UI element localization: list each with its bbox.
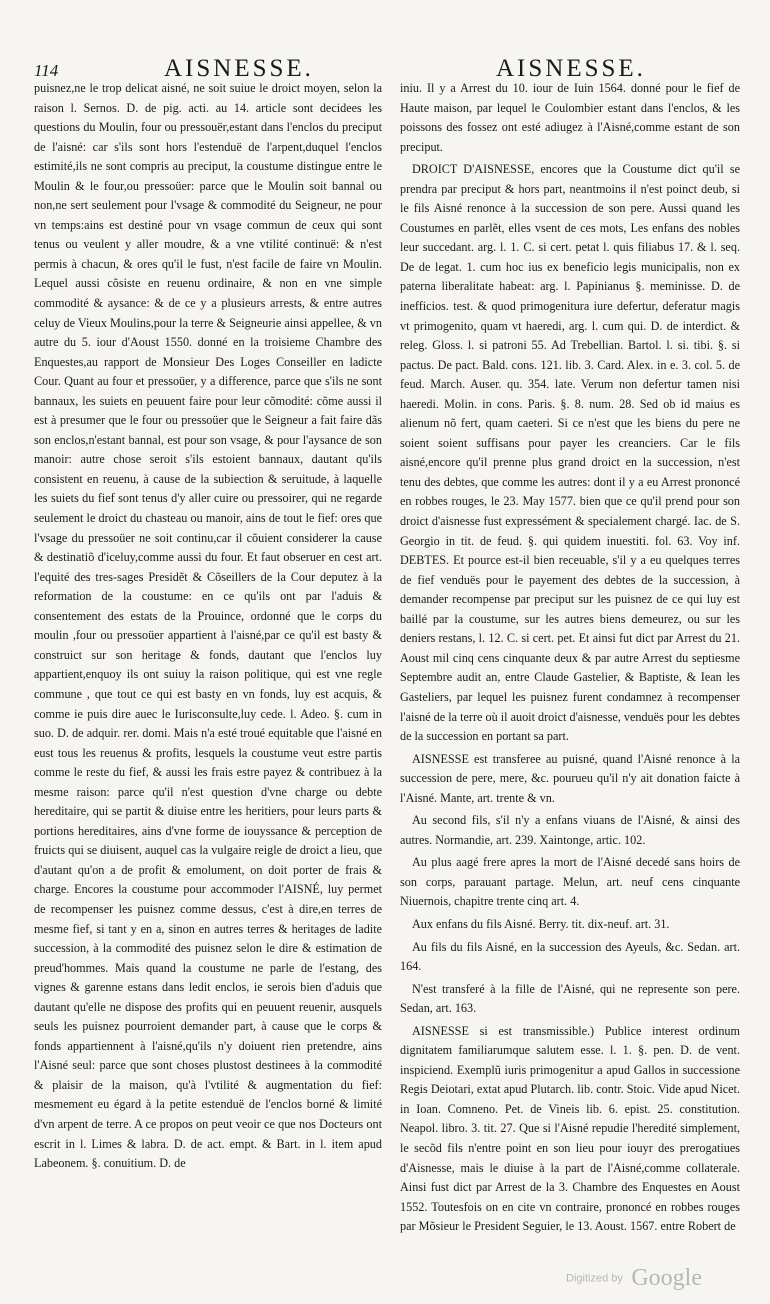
right-paragraph-8: N'est transferé à la fille de l'Aisné, qui ne represente son pere. Sedan, art. 163. — [400, 981, 740, 1016]
right-paragraph-9: AISNESSE si est transmissible.) Publice interest ordinum dignitatem familiarumque salutem esse. l. 1. §. pen. D. de vent. inspiciend. Exemplũ iuris primogenitur a apud Gallos in successione Regis Deiotari, extat apud Plutarch. lib. contr. Stoic. Vide apud Nicet. in Ioan. Comneno. Pet. de Vineis lib. 6. epist. 25. constitution. Neapol. libro. 3. tit. 27. Que si l'Aisné repudie l'heredité simplement, le secõd fils n'entre point en son lieu pour iouyr des prerogatiues d'Aisnesse, mais le diuise à la part de l'Aisné,comme collaterale. Ainsi fust dict par Arrest de la 3. Chambre des Enquestes en Aoust 1552. Toutesfois on en cite vn contraire, prononcé en robbes rouges par Mõsieur le President Seguier, le 13. Aoust. 1567. entre Robert de — [400, 1023, 740, 1234]
right-column — [400, 79, 740, 1237]
running-title-left: AISNESSE. — [164, 55, 314, 82]
google-logo: Google — [631, 1265, 702, 1291]
watermark-prefix: Digitized by — [566, 1272, 623, 1285]
page-number: 114 — [34, 61, 59, 80]
running-title-right: AISNESSE. — [496, 55, 646, 82]
right-paragraph-4: Au second fils, s'il n'y a enfans viuans de l'Aisné, & ainsi des autres. Normandie, art. 239. Xaintonge, artic. 102. — [400, 813, 740, 847]
right-paragraph-5: Au plus aagé frere apres la mort de l'Aisné decedé sans hoirs de son corps, parauant partage. Melun, art. neuf cens cinquante Niuernois, chapitre trente cinq art. 4. — [400, 855, 740, 909]
digitized-watermark — [566, 1265, 702, 1295]
right-paragraph-7: Au fils du fils Aisné, en la succession des Ayeuls, &c. Sedan. art. 164. — [400, 939, 740, 974]
right-paragraph-3: AISNESSE est transferee au puisné, quand l'Aisné renonce à la succession de pere, mere, &c. pourueu qu'il n'y ait donation faicte à l'Aisné. Mante, art. trente & vn. — [400, 751, 740, 805]
right-paragraph-1: iniu. Il y a Arrest du 10. iour de Iuin 1564. donné pour le fief de Haute maison, par lequel le Coulombier estant dans l'enclos, & les poissons des fossez ont esté adiugez à l'Aisné,comme estant de son preciput. — [400, 81, 740, 154]
right-paragraph-2: DROICT D'AISNESSE, encores que la Coustume dict qu'il se prendra par preciput & hors part, neantmoins il n'est poinct deub, si le fils Aisné renonce à la succession de son pere. Aussi quand les Coustumes en parlẽt, elles vsent de ces mots, Les enfans des nobles leur succedant. arg. l. 1. C. si cert. petat l. quis filiabus 17. & l. seq. De de legat. 1. cum hoc ius ex beneficio legis municipalis, non ex paterna liberalitate habeat: arg. l. Papinianus §. meminisse. D. de inefficios. test. & quod primogenitura iure defertur, deferatur magis vt primogenito, quam vt haeredi, arg. l. cum qui. D. de interdict. & releg. Gloss. l. si patroni 55. Ad Trebellian. Bartol. l. si. tibi. §. si pactus. De pact. Bald. cons. 121. lib. 3. Card. Alex. in e. 3. col. 5. de feud. March. Auser. qu. 354. late. Verum non defertur tamen nisi haeredi. Molin. in cons. Paris. §. 8. num. 28. Sed ob id maius es alienum nõ fert, quam caeteri. Si ce n'est que les biens du pere ne soient soient suffisans pour payer les creanciers. Car le fils aisné,encore qu'il prenne plus grand droict en la succession, n'est tenu des debtes, que comme les autres: dont il y a eu Arrest prononcé en robbes rouges, le 23. May 1577. bien que ce qu'il prend pour son droict d'aisnesse fust expressément & specialement chargé. Iac. de S. Georgio in tit. de feud. §. qui quidem inuestiti. fol. 63. Voy inf. DEBTES. Et pource est-il bien receuable, s'il y a eu quelques terres de fief venduës pour le payement des debtes de la succession, à demander recompense par preciput sur les puisnez de ce qui luy est baillé par la coustume, sur les autres biens demeurez, ou sur les deniers restans, l. 12. C. si cert. pet. Et ainsi fut dict par Arrest du 21. Aoust mil cinq cens cinquante deux & par autre Arrest du septiesme Septembre audit an, entre Claude Gastelier, & Baptiste, & Iean les Gasteliers, par lequel les puisnez furent condamnez à recompenser l'aisné de la terre où il auoit droict d'aisnesse, venduës pour les debtes de la succession en portant sa part. — [400, 162, 740, 744]
left-paragraph: puisnez,ne le trop delicat aisné, ne soit suiue le droict moyen, selon la raison l. Sernos. D. de pig. acti. au 14. article sont decidees les questions du Moulin, four ou pressouër,estant dans l'enclos du preciput de l'aisné: car s'ils sont hors l'estenduë de l'arpent,duquel l'enclos estimité,ils ne sont compris au preciput, la coustume distingue entre le Moulin & le four,ou pressoüer: parce que le Moulin soit bannal ou non,ne sert seulement pour l'vsage & commodité du Seigneur, ne pour vn temps:ains est destiné pour vn vsage commun de ceux qui sont tenus ou veulent y aller moudre, & a vne vtilité continuë: & n'est permis à chacun, & ores qu'il le fust, n'est facile de faire vn Moulin. Lequel aussi cõsiste en reuenu ordinaire, & non en vne simple commodité & aysance: & de ce y a plusieurs arrests, & entre autres celuy de Vieux Moulins,pour la terre & Seigneurie ainsi appellee, & vn autre du 5. iour d'Aoust 1550. donné en la troisieme Chambre des Enquestes,au rapport de Monsieur Des Loges Conseiller en ladicte Cour. Quant au four et pressoüer, y a difference, parce que s'ils ne sont bannaux, les suiets en peuuent faire pour leur cõmodité: cõme aussi il est à presumer que le four ou pressoüer que le Seigneur a fait faire dãs son enclos,n'estant bannal, est pour son vsage, & pour l'aysance de son manoir: autre chose seroit s'ils estoient bannaux, dautant qu'ils consistent en reuenu, à cause de la subiection & seruitude, à laquelle les suiets du fief sont tenus d'y aller cuire ou pressoirer, qui ne regarde seulement le droict du chasteau ou manoir, ains de tout le fief: ores que l'vsage du pressoüer ne soit continu,car il cõuient considerer la cause & destinatiõ d'iceluy,comme aussi du four. Et faut obseruer en cest art. l'equité des tres-sages Presidẽt & Cõseillers de la Cour deputez à la reformation de la coustume: en ce qu'ils ont par l'aduis & consentement des estats de la Prouince, ordonné que le corps du moulin ,four ou pressoüer appartient à l'aisné,par ce qu'il est basty & construict sur son heritage & fonds, dautant que l'enclos luy appartient,enquoy ils ont suiuy la raison politique, qui est vne regle commune , que tout ce qui est basty en vn fonds, luy est acquis, & comme ie puis dire auec le Iurisconsulte,luy cede. l. Adeo. §. cum in suo. D. de adquir. rer. domi. Mais n'a esté troué equitable que l'aisné en eust tous les reuenus & profits, lesquels la coustume veut estre partis comme le reste du fief, & aussi les frais estre payez & contribuez à la mesme raison: parce qu'il n'est question d'vne charge ou debte hereditaire, qui se partit & diuise entre les heritiers, pour leurs parts & portions hereditaires, ains d'vne forme de iouyssance & perception de fruicts qui se diuisent, auquel cas la vulgaire reigle de droict a lieu, que d'autant qu'on a de profit & emolument, on doit porter de frais & charge. Encores la coustume pour accommoder l'AISNÉ, luy permet de recompenser les puisnez comme dessus, c'est à dire,en terres de mesme fief, si tant y en a, sinon en autres terres & heritages de ladite succession, à la commodité des puisnez selon le dire & estimation de preud'hommes. Mais quand la coustume ne parle de l'estang, des vignes & garenne estans dans ledit enclos, ie serois bien d'aduis que dautant qu'elle ne dispose des profits qui en peuuent reuenir, ausquels seuls les puisnez pourroient demander part, à cause que le corps & fonds appartiennent à l'aisné,qu'ils n'y doiuent rien pretendre, ains l'Aisné seul: parce que sont choses plustost destinees à la commodité & plaisir de la maison, qu'à l'vtilité & augmentation du fief: mesmement eu égard à la petite estenduë de l'enclos borné & limité d'vn arpent de terre. A ce propos on peut veoir ce que nos Docteurs ont escrit in l. Limes & labra. D. de act. empt. & Bart. in l. item apud Labeonem. §. conuitium. D. de — [34, 81, 382, 1171]
left-column — [34, 79, 382, 1174]
right-paragraph-6: Aux enfans du fils Aisné. Berry. tit. dix-neuf. art. 31. — [412, 916, 670, 931]
